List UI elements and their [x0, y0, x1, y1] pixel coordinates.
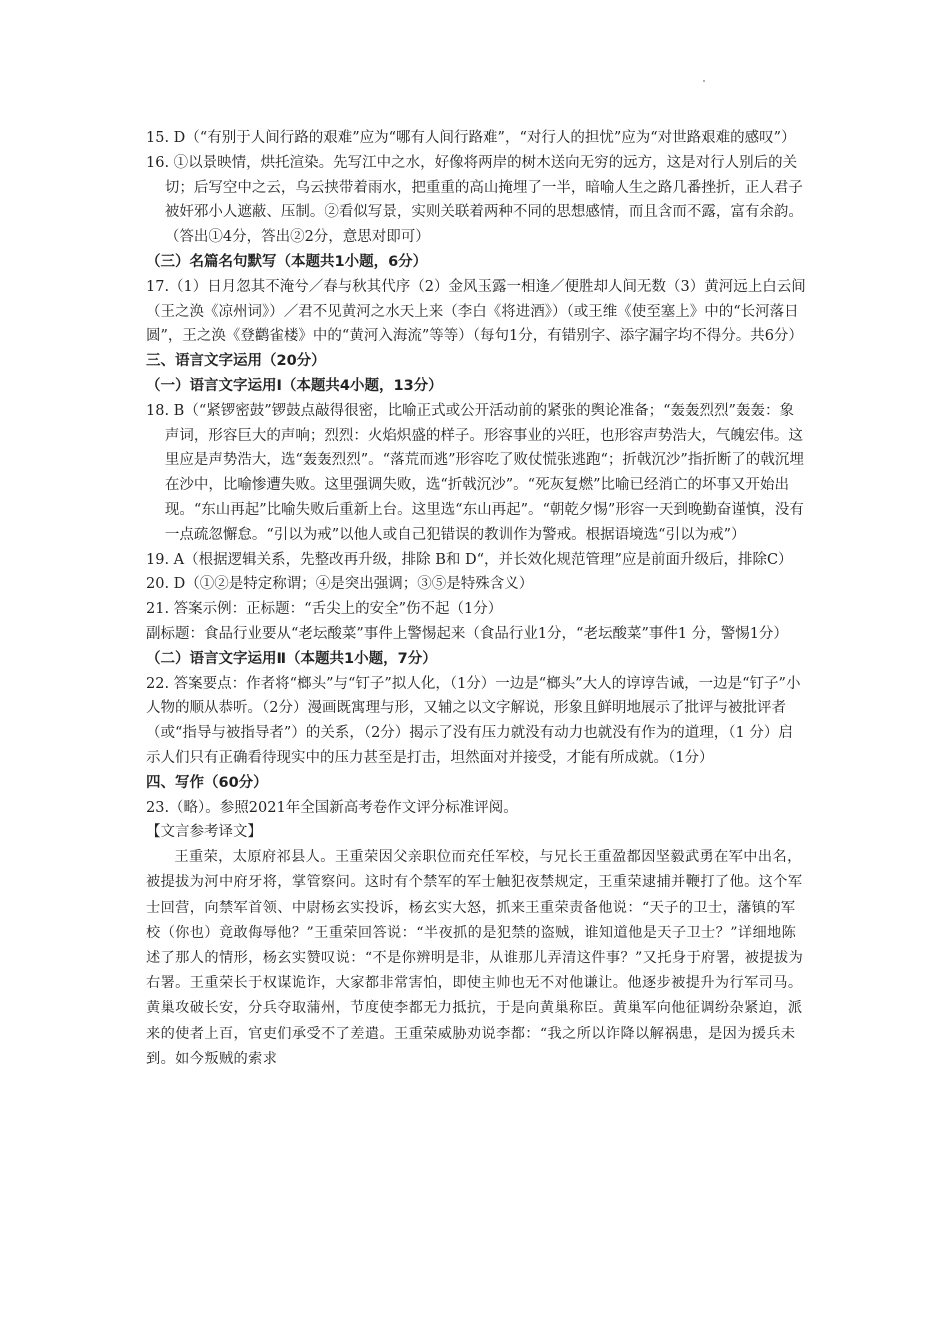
answer-21-subtitle: 副标题：食品行业要从“老坛酸菜”事件上警惕起来（食品行业1分，“老坛酸菜”事件1 分，警惕1分）: [146, 625, 788, 642]
section-heading-language-use: 三、语言文字运用（20分）: [146, 353, 326, 370]
answer-key-page: [146, 126, 806, 1072]
answer-20: 20. D（①②是特定称谓；④是突出强调；③⑤是特殊含义）: [146, 576, 534, 593]
section-heading-famous-lines: （三）名篇名句默写（本题共1小题，6分）: [146, 253, 428, 270]
answer-16: 16. ①以景映情，烘托渲染。先写江中之水，好像将两岸的树木送向无穷的远方，这是对行人别后的关切；后写空中之云，乌云挟带着雨水，把重重的高山掩埋了一半，暗喻人生之路几番挫折，正人君子被奸邪小人遮蔽、压制。②看似写景，实则关联着两种不同的思想感情，而且含而不露，富有余韵。（答出①4分，答出②2分，意思对即可）: [146, 154, 803, 246]
subsection-heading-language-use-2: （二）语言文字运用Ⅱ（本题共1小题，7分）: [146, 650, 437, 667]
answer-15: 15. D（“有别于人间行路的艰难”应为“哪有人间行路难”，“对行人的担忧”应为“对世路艰难的感叹”）: [146, 130, 796, 146]
scan-dot: [703, 80, 705, 82]
translation-heading: 【文言参考译文】: [146, 824, 262, 841]
answer-23: 23.（略）。参照2021年全国新高考卷作文评分标准评阅。: [146, 799, 518, 816]
classical-translation: 王重荣，太原府祁县人。王重荣因父亲职位而充任军校，与兄长王重盈都因坚毅武勇在军中出名，被提拔为河中府牙将，掌管察问。这时有个禁军的军士触犯夜禁规定，王重荣逮捕并鞭打了他。这个军士回营，向禁军首领、中尉杨玄实投诉，杨玄实大怒，抓来王重荣责备他说：“天子的卫士，藩镇的军校（你也）竟敢侮辱他？”王重荣回答说：“半夜抓的是犯禁的盗贼，谁知道他是天子卫士？”详细地陈述了那人的情形，杨玄实赞叹说：“不是你辨明是非，从谁那儿弄清这件事？”又托身于府署，被提拔为右署。王重荣长于权谋诡诈，大家都非常害怕，即使主帅也无不对他谦让。他逐步被提升为行军司马。黄巢攻破长安，分兵夺取蒲州，节度使李都无力抵抗，于是向黄巢称臣。黄巢军向他征调纷杂紧迫，派来的使者上百，官吏们承受不了差遣。王重荣威胁劝说李都：“我之所以诈降以解祸患，是因为援兵未到。如今叛贼的索求: [146, 849, 804, 1067]
answer-17: 17.（1）日月忽其不淹兮／春与秋其代序（2）金风玉露一相逢／便胜却人间无数（3）黄河远上白云间（王之涣《凉州词》）／君不见黄河之水天上来（李白《将进酒》）（或王维《使至塞上》中的“长河落日圆”，王之涣《登鹳雀楼》中的“黄河入海流”等等）（每句1分，有错别字、添字漏字均不得分。共6分）: [146, 278, 806, 345]
answer-18: 18. B（“紧锣密鼓”锣鼓点敲得很密，比喻正式或公开活动前的紧张的舆论准备；“轰轰烈烈”轰轰：象声词，形容巨大的声响；烈烈：火焰炽盛的样子。形容事业的兴旺，也形容声势浩大，气魄宏伟。这里应是声势浩大，选“轰轰烈烈”。“落荒而逃”形容吃了败仗慌张逃跑“；折戟沉沙”指折断了的戟沉埋在沙中，比喻惨遭失败。这里强调失败，选“折戟沉沙”。“死灰复燃”比喻已经消亡的坏事又开始出现。“东山再起”比喻失败后重新上台。这里选“东山再起”。“朝乾夕惕”形容一天到晚勤奋谨慎，没有一点疏忽懈怠。“引以为戒”以他人或自己犯错误的教训作为警戒。根据语境选“引以为戒”）: [146, 402, 804, 543]
answer-21: 21. 答案示例：正标题：“舌尖上的安全”伤不起（1分）: [146, 601, 503, 618]
answer-22: 22. 答案要点：作者将“榔头”与“钉子”拟人化，（1分）一边是“榔头”大人的谆谆告诫，一边是“钉子”小人物的顺从恭听。（2分）漫画既寓理与形，又辅之以文字解说，形象且鲜明地展示了批评与被批评者（或“指导与被指导者”）的关系，（2分）揭示了没有压力就没有动力也就没有作为的道理，（1 分）启示人们只有正确看待现实中的压力甚至是打击，坦然面对并接受，才能有所成就。（1分）: [146, 675, 801, 766]
answer-19: 19. A（根据逻辑关系，先整改再升级，排除 B和 D“，并长效化规范管理”应是前面升级后，排除C）: [146, 551, 793, 568]
subsection-heading-language-use-1: （一）语言文字运用Ⅰ（本题共4小题，13分）: [146, 377, 443, 394]
section-heading-writing: 四、写作（60分）: [146, 774, 268, 791]
